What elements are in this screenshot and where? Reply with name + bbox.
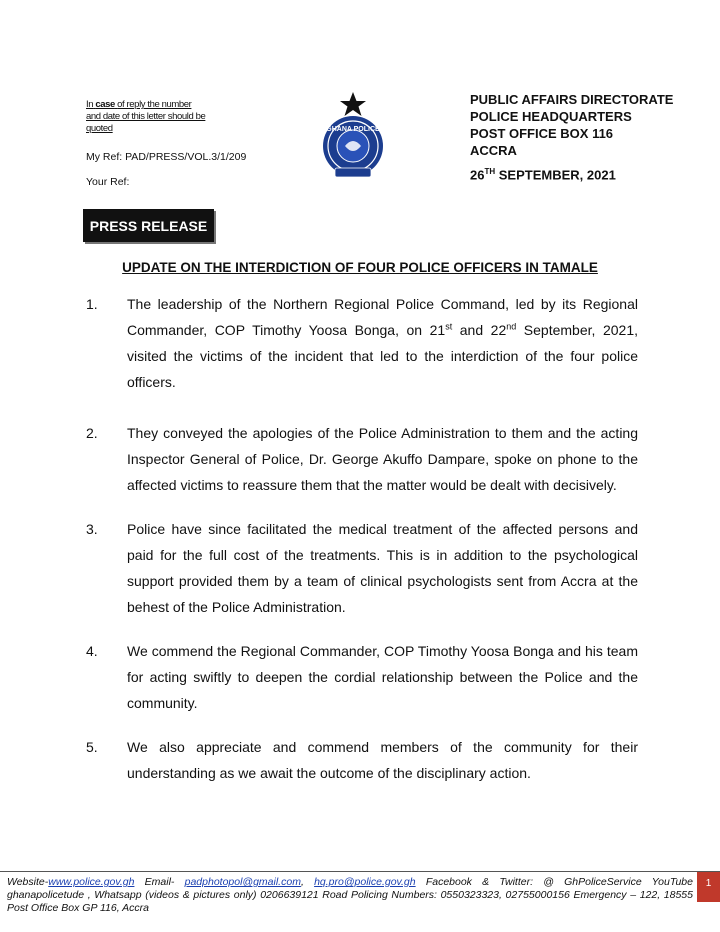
paragraph-text: We also appreciate and commend members of the community for their understanding as we await the outcome of the disciplinary action. [127, 739, 638, 781]
email-link-2[interactable]: hq.pro@police.gov.gh [314, 876, 416, 888]
paragraph [86, 291, 638, 395]
press-release-label: PRESS RELEASE [83, 209, 214, 242]
paragraph-text-part: The leadership of the Northern Regional Police Command, led by its Regional Commander, COP Timothy Yoosa Bonga, on 21 [127, 296, 638, 338]
crest-text: GHANA POLICE [326, 126, 380, 133]
website-link[interactable]: www.police.gov.gh [48, 876, 135, 888]
paragraph-text [127, 291, 638, 395]
paragraph-number: 1. [86, 296, 98, 312]
paragraph-text: Police have since facilitated the medical treatment of the affected persons and paid for the full cost of the treatments. This is in addition to the psychological support provided them by a team of clinical psychologists sent from Accra at the behest of the Police Administration. [127, 521, 638, 615]
my-ref: My Ref: PAD/PRESS/VOL.3/1/209 [86, 151, 247, 163]
footer-divider [0, 871, 720, 872]
paragraph [86, 638, 638, 716]
address-line: POST OFFICE BOX 116 [470, 126, 614, 141]
letter-date [470, 167, 616, 182]
date-rest: SEPTEMBER, 2021 [498, 167, 616, 183]
ref-note-lead: In [86, 99, 94, 110]
paragraph-number: 4. [86, 643, 98, 659]
footer-email-label: Email- [134, 876, 185, 888]
paragraph [86, 734, 638, 786]
ref-note-rest: of reply the number and date of this letter should be quoted [86, 99, 206, 134]
address-line: PUBLIC AFFAIRS DIRECTORATE [470, 92, 674, 107]
email-link-1[interactable]: padphotopol@gmail.com [184, 876, 301, 888]
paragraph-text-part: and 22 [452, 322, 507, 338]
address-line: POLICE HEADQUARTERS [470, 109, 632, 124]
paragraph-number: 2. [86, 425, 98, 441]
footer [7, 876, 693, 915]
ref-note-case: case [95, 99, 115, 110]
paragraph-number: 5. [86, 739, 98, 755]
paragraph [86, 516, 638, 620]
footer-separator: , [300, 876, 315, 888]
address-block [470, 91, 673, 159]
headline: UPDATE ON THE INTERDICTION OF FOUR POLICE OFFICERS IN TAMALE [122, 260, 598, 275]
paragraph-text: They conveyed the apologies of the Police Administration to them and the acting Inspector General of Police, Dr. George Akuffo Dampare, spoke on phone to the affected victims to reassure them that the matter would be dealt with decisively. [127, 425, 638, 493]
footer-contact-info: Facebook & Twitter: @ GhPoliceService YouTube ghanapolicetude , Whatsapp (videos & pictures only) 0206639121 Road Policing Numbers: 0550323323, 02755000156 Emergency – 122, 18555 Post Office Box GP 116, Accra [7, 876, 693, 914]
page-number: 1 [697, 872, 720, 902]
ghana-police-crest-icon [312, 90, 394, 182]
date-suffix: TH [484, 167, 496, 176]
paragraph [86, 420, 638, 498]
address-line: ACCRA [470, 143, 517, 158]
ordinal-suffix: nd [506, 321, 517, 332]
paragraph-number: 3. [86, 521, 98, 537]
paragraph-text-part: September, 2021, visited the victims of the incident that led to the interdiction of the four police officers. [127, 322, 638, 390]
your-ref: Your Ref: [86, 176, 130, 188]
footer-website-label: Website- [7, 876, 49, 888]
paragraph-text: We commend the Regional Commander, COP Timothy Yoosa Bonga and his team for acting swiftly to deepen the cordial relationship between the Police and the community. [127, 643, 638, 711]
ordinal-suffix: st [445, 321, 453, 332]
date-day: 26 [470, 167, 485, 183]
reference-note [86, 99, 206, 135]
